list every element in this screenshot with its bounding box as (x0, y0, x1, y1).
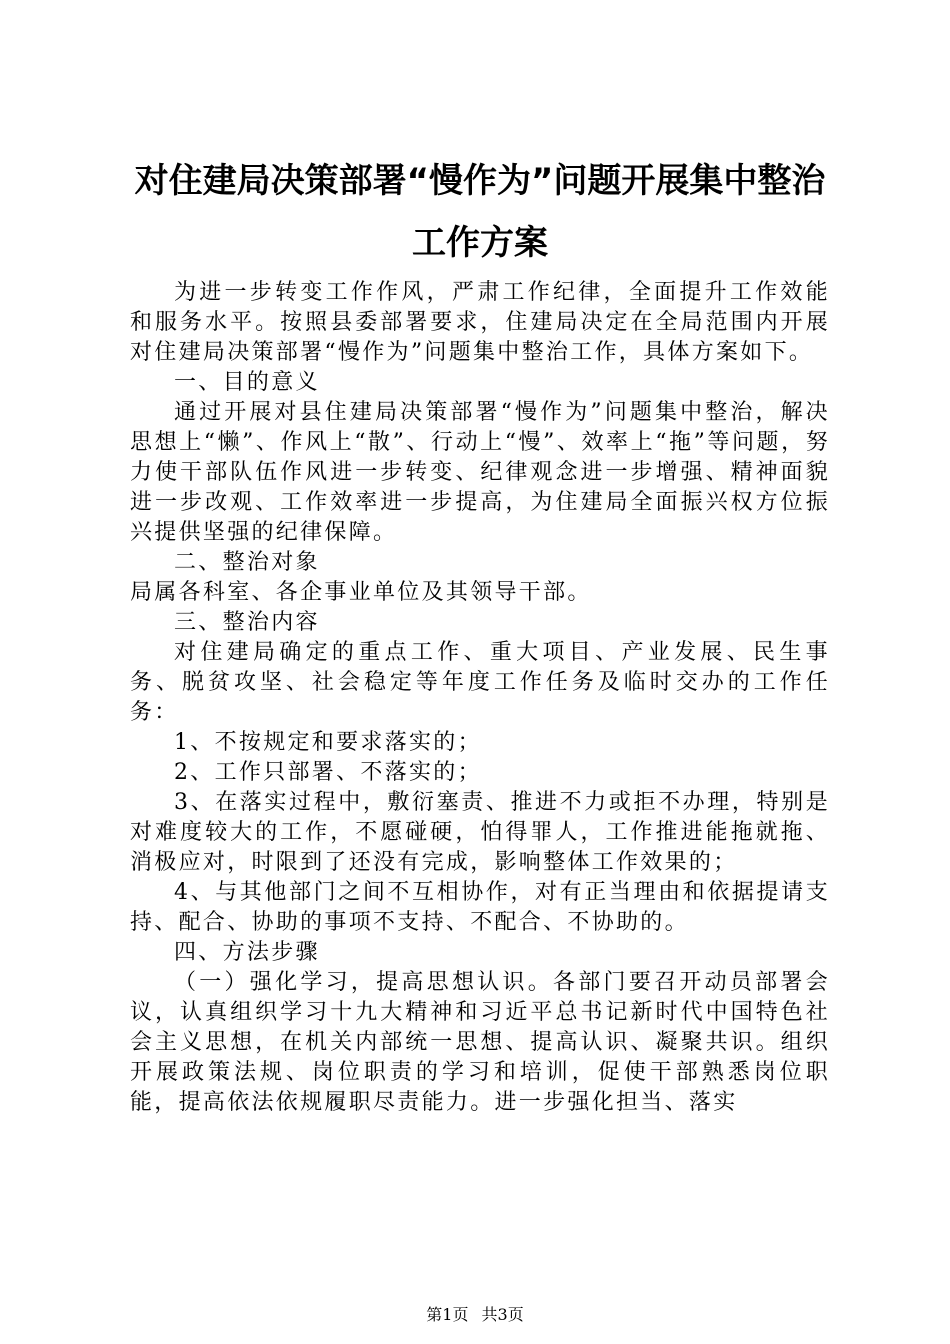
paragraph-purpose: 通过开展对县住建局决策部署“慢作为”问题集中整治，解决思想上“懒”、作风上“散”、行动上“慢”、效率上“拖”等问题，努力使干部队伍作风进一步转变、纪律观念进一步增强、精神面貌进一步改观、工作效率进一步提高，为住建局全面振兴权方位振兴提供坚强的纪律保障。 (130, 400, 830, 545)
list-item-2: 2、工作只部署、不落实的； (174, 760, 482, 785)
paragraph-targets: 局属各科室、各企事业单位及其领导干部。 (130, 580, 592, 605)
section-heading-3: 三、整治内容 (174, 610, 320, 635)
page-total: 共3页 (481, 1305, 524, 1324)
list-item-1: 1、不按规定和要求落实的； (174, 730, 482, 755)
paragraph-content: 对住建局确定的重点工作、重大项目、产业发展、民生事务、脱贫攻坚、社会稳定等年度工作任务及临时交办的工作任务： (130, 640, 830, 725)
page-number: 第1页 (426, 1305, 469, 1324)
paragraph-steps-1: （一）强化学习，提高思想认识。各部门要召开动员部署会议，认真组织学习十九大精神和习近平总书记新时代中国特色社会主义思想，在机关内部统一思想、提高认识、凝聚共识。组织开展政策法规、岗位职责的学习和培训，促使干部熟悉岗位职能，提高依法依规履职尽责能力。进一步强化担当、落实 (130, 970, 830, 1115)
paragraph-intro: 为进一步转变工作作风，严肃工作纪律，全面提升工作效能和服务水平。按照县委部署要求，住建局决定在全局范围内开展对住建局决策部署“慢作为”问题集中整治工作，具体方案如下。 (130, 280, 830, 365)
section-heading-1: 一、目的意义 (174, 370, 320, 395)
list-item-4: 4、与其他部门之间不互相协作，对有正当理由和依据提请支持、配合、协助的事项不支持、不配合、不协助的。 (130, 880, 830, 935)
document-title: 对住建局决策部署“慢作为”问题开展集中整治工作方案 (134, 161, 826, 263)
page-footer (0, 1302, 950, 1325)
section-heading-4: 四、方法步骤 (174, 940, 320, 965)
document-body (130, 278, 830, 1118)
list-item-3: 3、在落实过程中，敷衍塞责、推进不力或拒不办理，特别是对难度较大的工作，不愿碰硬，怕得罪人，工作推进能拖就拖、消极应对，时限到了还没有完成，影响整体工作效果的； (130, 790, 830, 875)
section-heading-2: 二、整治对象 (174, 550, 320, 575)
document-page (130, 150, 830, 1118)
